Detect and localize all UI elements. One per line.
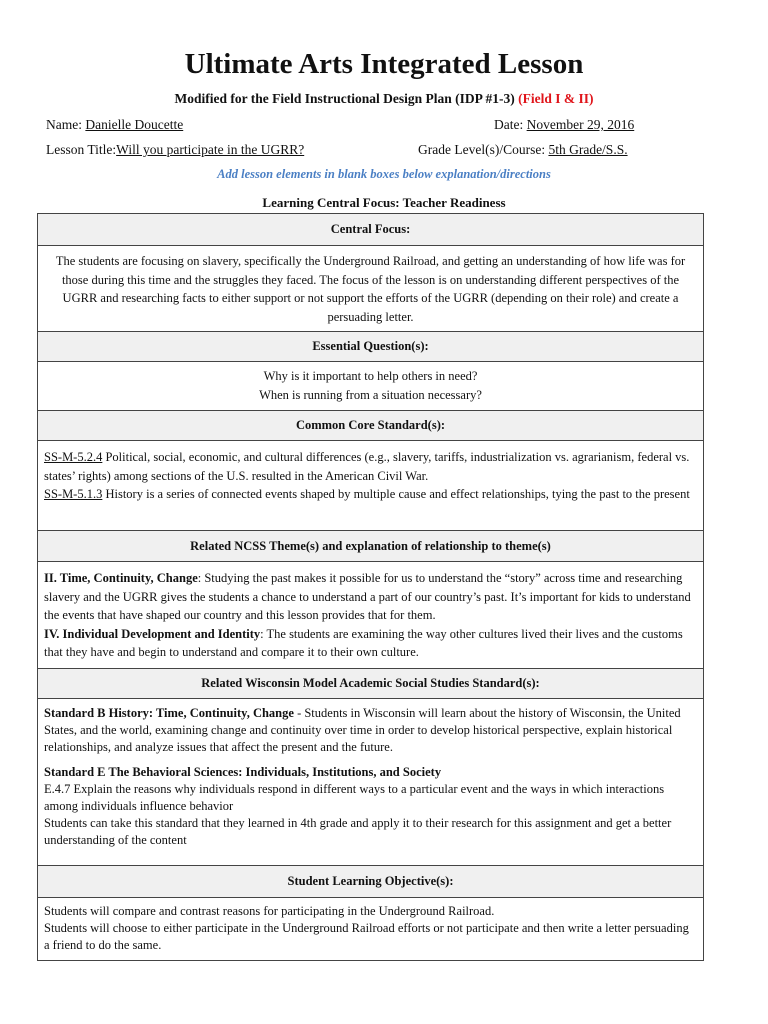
ncss-heading: Related NCSS Theme(s) and explanation of relationship to theme(s) [38, 531, 703, 562]
central-focus-heading: Central Focus: [38, 214, 703, 246]
objectives-text [38, 898, 703, 960]
instructions: Add lesson elements in blank boxes below explanation/directions [217, 167, 551, 181]
central-focus-text: The students are focusing on slavery, specifically the Underground Railroad, and getting an understanding of how life was for those during this time and the struggles they faced. The focus of the lesson is on understanding different perspectives of the UGRR and researching facts to either support or not support the efforts of the UGRR (depending on their role) and create a persuading letter. [38, 246, 703, 332]
document-title: Ultimate Arts Integrated Lesson [184, 48, 584, 80]
objective-1: Students will compare and contrast reasons for participating in the Underground Railroad. [44, 904, 495, 918]
document-subtitle [0, 90, 768, 108]
standard-code-2: SS-M-5.1.3 [44, 487, 103, 501]
subtitle-field: (Field I & II) [518, 91, 594, 106]
wisconsin-heading: Related Wisconsin Model Academic Social Studies Standard(s): [38, 669, 703, 699]
objectives-heading: Student Learning Objective(s): [38, 866, 703, 898]
common-core-heading: Common Core Standard(s): [38, 411, 703, 441]
name-label: Name: [46, 117, 82, 132]
lesson-title-label: Lesson Title: [46, 142, 117, 157]
standard-b-text: - Students in Wisconsin will learn about the history of Wisconsin, the United States, and the world, examining change and continuity over time in order to develop historical perspective, explain historical relationships, and analyze issues that affect the present and the future. [44, 706, 681, 754]
essential-question-1: Why is it important to help others in need? [263, 369, 478, 383]
date-label: Date: [494, 117, 524, 132]
ncss-theme-2-text: : The students are examining the way other cultures lived their lives and the customs that they have and begin to understand and compare it to their own culture. [44, 626, 683, 659]
objective-2: Students will choose to either participate in the Underground Railroad efforts or not participate and then write a letter persuading a friend to do the same. [44, 921, 689, 952]
standard-text-2: History is a series of connected events shaped by multiple cause and effect relationships, tying the past to the present [102, 487, 690, 501]
name-value: Danielle Doucette [85, 117, 184, 132]
standard-e-text-1: E.4.7 Explain the reasons why individuals respond in different ways to a particular event and the ways in which interactions among individuals influence behavior [44, 782, 665, 813]
grade-label: Grade Level(s)/Course: [418, 142, 546, 157]
standard-e-title: Standard E The Behavioral Sciences: Individuals, Institutions, and Society [44, 765, 442, 779]
grade-value: 5th Grade/S.S. [548, 142, 628, 157]
essential-questions-heading: Essential Question(s): [38, 332, 703, 362]
ncss-theme-1-title: II. Time, Continuity, Change [44, 571, 198, 585]
wisconsin-text [38, 699, 703, 866]
name-date-row [46, 116, 726, 134]
lesson-grade-row [46, 141, 726, 159]
grade-group [418, 141, 628, 159]
standard-b-title: Standard B History: Time, Continuity, Change [44, 706, 294, 720]
ncss-theme-1-text: : Studying the past makes it possible for us to understand the “story” across time and researching slavery and the UGRR gives the students a chance to understand a part of our country’s past. It’s important for kids to understand the events that have shaped our country and this lesson provides that for them. [44, 571, 691, 622]
essential-question-2: When is running from a situation necessary? [259, 387, 482, 402]
standard-text-1: Political, social, economic, and cultural differences (e.g., slavery, tariffs, industrialization vs. agrarianism, federal vs. states’ rights) among sections of the U.S. resulted in the American Civil War. [44, 450, 690, 483]
ncss-text [38, 562, 703, 669]
lesson-table [37, 213, 704, 961]
standard-e-text-2: Students can take this standard that they learned in 4th grade and apply it to their research for this assignment and get a better understanding of the content [44, 816, 672, 847]
date-group [494, 116, 634, 134]
learning-focus-title: Learning Central Focus: Teacher Readiness [262, 195, 506, 210]
essential-questions-text [38, 362, 703, 411]
lesson-title-value: Will you participate in the UGRR? [116, 142, 305, 157]
ncss-theme-2-title: IV. Individual Development and Identity [44, 626, 261, 641]
common-core-text [38, 441, 703, 531]
standard-code-1: SS-M-5.2.4 [44, 450, 103, 464]
date-value: November 29, 2016 [526, 117, 635, 132]
subtitle-main: Modified for the Field Instructional Design Plan (IDP #1-3) [174, 91, 515, 106]
